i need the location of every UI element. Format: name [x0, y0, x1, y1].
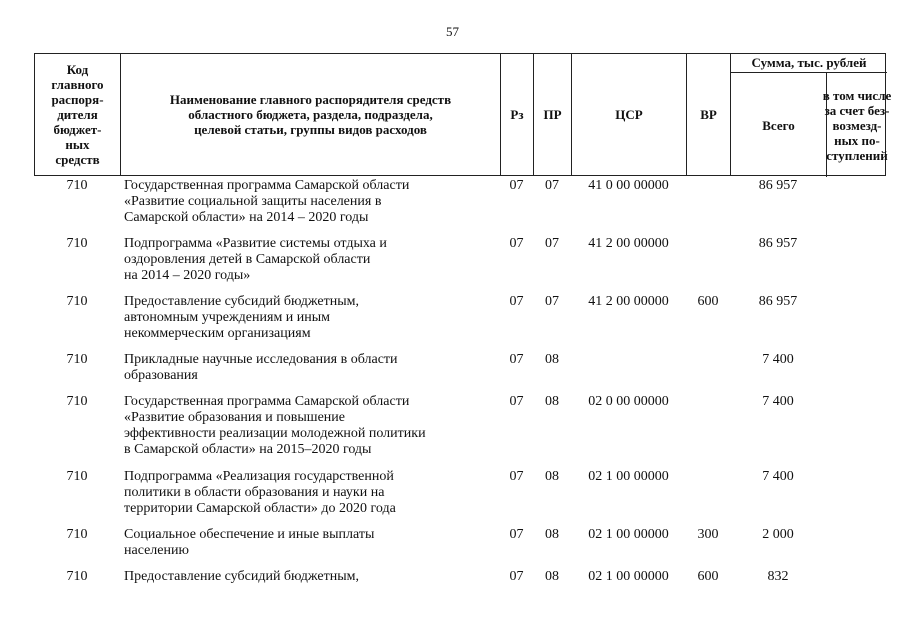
row-name-line: Предоставление субсидий бюджетным,	[124, 294, 360, 309]
row-name	[124, 469, 464, 517]
header-code	[35, 54, 121, 175]
header-code-line: бюджет-	[53, 122, 102, 137]
row-vr: 600	[697, 569, 719, 584]
row-csr: 02 1 00 00000	[588, 469, 669, 484]
row-name-line: в Самарской области» на 2015–2020 годы	[124, 442, 372, 457]
header-sum-free-line: за счет без-	[824, 102, 890, 118]
row-name-line: Предоставление субсидий бюджетным,	[124, 569, 360, 584]
header-sum-free-line: ступлений	[826, 147, 888, 163]
row-name-line: Самарской области» на 2014 – 2020 годы	[124, 210, 369, 225]
header-name	[121, 54, 501, 175]
row-total: 86 957	[758, 236, 798, 251]
header-vr: ВР	[687, 54, 731, 175]
row-rz: 07	[509, 394, 524, 409]
row-name-line: автономным учреждениям и иным	[124, 310, 331, 325]
row-name	[124, 236, 464, 284]
row-name-line: оздоровления детей в Самарской области	[124, 252, 371, 267]
row-code: 710	[66, 178, 88, 193]
header-code-line: ных	[65, 137, 90, 152]
row-csr: 02 1 00 00000	[588, 527, 669, 542]
row-name-line: Государственная программа Самарской области	[124, 394, 410, 409]
row-rz: 07	[509, 352, 524, 367]
row-total: 86 957	[758, 178, 798, 193]
row-code: 710	[66, 469, 88, 484]
row-total: 832	[767, 569, 789, 584]
row-total: 7 400	[762, 469, 794, 484]
row-code: 710	[66, 394, 88, 409]
header-code-line: распоря-	[51, 92, 104, 107]
row-csr: 41 2 00 00000	[588, 294, 669, 309]
row-name-line: политики в области образования и науки на	[124, 485, 385, 500]
row-total: 86 957	[758, 294, 798, 309]
row-rz: 07	[509, 236, 524, 251]
page-number: 57	[446, 24, 459, 39]
header-csr: ЦСР	[572, 54, 687, 175]
row-rz: 07	[509, 469, 524, 484]
row-name	[124, 294, 464, 342]
row-code: 710	[66, 294, 88, 309]
row-total: 7 400	[762, 352, 794, 367]
header-pr: ПР	[534, 54, 572, 175]
row-code: 710	[66, 569, 88, 584]
row-pr: 07	[545, 294, 559, 309]
header-sum-free-line: возмезд-	[832, 117, 882, 133]
row-vr: 300	[697, 527, 719, 542]
header-sum-free-text	[823, 88, 892, 163]
header-sum-group	[731, 54, 892, 177]
row-vr: 600	[697, 294, 719, 309]
row-pr: 08	[545, 394, 559, 409]
row-code: 710	[66, 236, 88, 251]
row-total: 2 000	[762, 527, 794, 542]
header-code-line: Код	[66, 62, 89, 77]
row-name-line: населению	[124, 543, 189, 558]
row-name-line: Подпрограмма «Реализация государственной	[124, 469, 394, 484]
header-sum-free	[822, 73, 892, 177]
row-csr: 41 0 00 00000	[588, 178, 669, 193]
row-name-line: Социальное обеспечение и иные выплаты	[124, 527, 375, 542]
row-name	[124, 352, 464, 384]
row-pr: 07	[545, 236, 559, 251]
row-name-line: территории Самарской области» до 2020 года	[124, 501, 396, 516]
row-pr: 08	[545, 569, 559, 584]
header-rz: Рз	[501, 54, 534, 175]
row-name-line: образования	[124, 368, 198, 383]
row-name	[124, 569, 464, 585]
row-name	[124, 394, 464, 458]
row-name-line: «Развитие социальной защиты населения в	[124, 194, 382, 209]
row-code: 710	[66, 527, 88, 542]
row-rz: 07	[509, 527, 524, 542]
header-name-line: целевой статьи, группы видов расходов	[194, 122, 427, 137]
row-name-line: на 2014 – 2020 годы»	[124, 268, 251, 283]
row-pr: 08	[545, 352, 559, 367]
header-sum-all: Всего	[731, 73, 827, 177]
header-code-line: дителя	[57, 107, 98, 122]
header-name-line: областного бюджета, раздела, подраздела,	[188, 107, 433, 122]
row-rz: 07	[509, 178, 524, 193]
row-csr: 02 1 00 00000	[588, 569, 669, 584]
header-code-text	[51, 62, 103, 167]
row-rz: 07	[509, 569, 524, 584]
header-name-line: Наименование главного распорядителя средств	[169, 92, 452, 107]
header-sum-free-line: ных по-	[834, 132, 880, 148]
header-code-line: средств	[55, 152, 100, 167]
row-name-line: Государственная программа Самарской области	[124, 178, 410, 193]
row-csr: 02 0 00 00000	[588, 394, 669, 409]
row-name	[124, 527, 464, 559]
row-name-line: некоммерческим организациям	[124, 326, 311, 341]
row-pr: 08	[545, 527, 559, 542]
table-header	[34, 53, 892, 176]
header-sum-free-line: в том числе	[822, 87, 892, 103]
row-name-line: «Развитие образования и повышение	[124, 410, 345, 425]
row-code: 710	[66, 352, 88, 367]
header-name-text	[170, 92, 451, 137]
row-pr: 07	[545, 178, 559, 193]
row-name-line: Подпрограмма «Развитие системы отдыха и	[124, 236, 387, 251]
row-total: 7 400	[762, 394, 794, 409]
row-name	[124, 178, 464, 226]
row-csr: 41 2 00 00000	[588, 236, 669, 251]
row-rz: 07	[509, 294, 524, 309]
row-name-line: Прикладные научные исследования в области	[124, 352, 398, 367]
row-name-line: эффективности реализации молодежной политики	[124, 426, 426, 441]
row-pr: 08	[545, 469, 559, 484]
header-sum-title: Сумма, тыс. рублей	[731, 54, 887, 73]
header-code-line: главного	[51, 77, 104, 92]
